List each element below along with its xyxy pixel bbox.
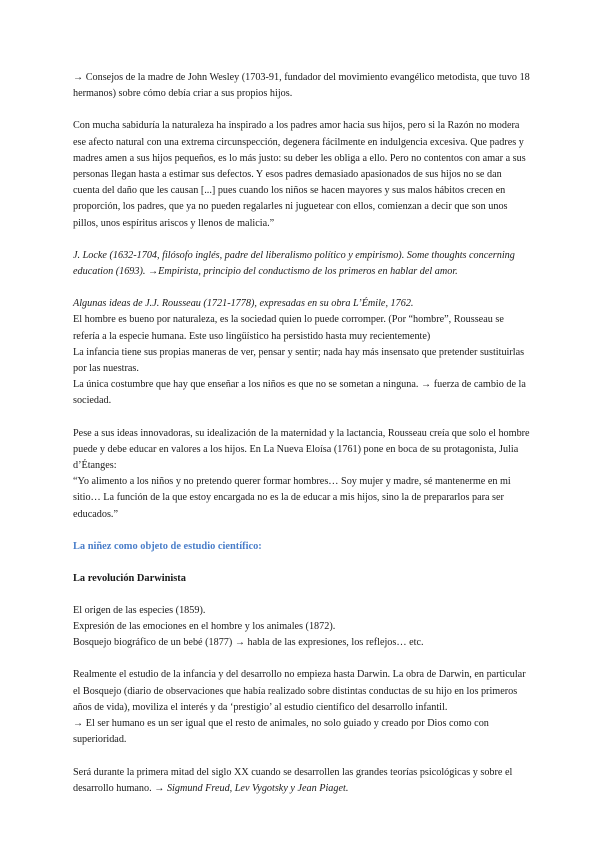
- final-text: Será durante la primera mitad del siglo XX cuando se desarrollen las grandes teorías psicológicas y sobre el desarrollo humano. →: [73, 766, 513, 794]
- rousseau-idea-2: La infancia tiene sus propias maneras de ver, pensar y sentir; nada hay más insensato que pretender sustituirlas por las nuestras.: [73, 346, 525, 375]
- darwin-heading: La revolución Darwinista: [73, 572, 186, 584]
- darwin-arrow-paragraph: → El ser humano es un ser igual que el resto de animales, no solo guiado y creado por Dios como con superioridad.: [73, 718, 489, 746]
- darwin-work-2: Expresión de las emociones en el hombre y los animales (1872).: [73, 621, 336, 633]
- rousseau-eloisa-paragraph: Pese a sus ideas innovadoras, su idealización de la maternidad y la lactancia, Rousseau creía que solo el hombre puede y debe educar en valores a los hijos. En La Nueva Eloísa (1761) pone en boca de su protagonista, Julia d’Étanges:: [73, 427, 530, 472]
- rousseau-eloisa-quote: “Yo alimento a los niños y no pretendo querer formar hombres… Soy mujer y madre, sé mantenerme en mi sitio… La función de la que estoy encargada no es la de educar a mis hijos, sino la de prepararlos para ser educados.”: [73, 476, 511, 520]
- rousseau-idea-1: El hombre es bueno por naturaleza, es la sociedad quien lo puede corromper. (Por “hombre”, Rousseau se refería a la especie humana. Este uso lingüístico ha persistido hasta muy recientemente): [73, 314, 504, 342]
- darwin-paragraph: Realmente el estudio de la infancia y del desarrollo no empieza hasta Darwin. La obra de Darwin, en particular el Bosquejo (diario de observaciones que había realizado sobre distintas conductas de su hijo en los primeros años de vida), moviliza el interés y da ‘prestigio’ al estudio científico del desarrollo infantil.: [73, 669, 526, 713]
- wesley-quote: Con mucha sabiduría la naturaleza ha inspirado a los padres amor hacia sus hijos, pero si la Razón no modera ese afecto natural con una extrema circunspección, degenera fácilmente en indulgencia excesiva. Que padres y madres amen a sus hijos pequeños, es lo más justo: su deber les obliga a ello. Pero no contentos con amar a sus personas llegan hasta a estimar sus defectos. Y esos padres demasiado apasionados de sus hijos no se dan cuenta del daño que les causan [...] pues cuando los niños se hacen mayores y sus malos hábitos crecen en proporción, los padres, que ya no pueden regalarles ni juguetear con ellos, comienzan a decir que son unos pillos, unos espíritus ariscos y llenos de malicia.”: [73, 120, 526, 229]
- section-heading: La niñez como objeto de estudio científico:: [73, 540, 262, 552]
- rousseau-idea-3: La única costumbre que hay que enseñar a los niños es que no se sometan a ninguna. → fuerza de cambio de la sociedad.: [73, 379, 526, 407]
- locke-paragraph: J. Locke (1632-1704, filósofo inglés, padre del liberalismo político y empirismo). Some thoughts concerning education (1693). →Empirista, principio del conductismo de los primeros en hablar del amor.: [73, 249, 515, 278]
- final-paragraph: [73, 765, 530, 797]
- wesley-paragraph: → Consejos de la madre de John Wesley (1703-91, fundador del movimiento evangélico metodista, que tuvo 18 hermanos) sobre cómo debía criar a sus propios hijos.: [73, 72, 530, 100]
- final-authors: Sigmund Freud, Lev Vygotsky y Jean Piaget.: [166, 782, 349, 794]
- rousseau-title: Algunas ideas de J.J. Rousseau (1721-1778), expresadas en su obra L’Émile, 1762.: [73, 298, 414, 310]
- darwin-work-3: Bosquejo biográfico de un bebé (1877) → habla de las expresiones, los reflejos… etc.: [73, 637, 424, 649]
- darwin-work-1: El origen de las especies (1859).: [73, 604, 206, 616]
